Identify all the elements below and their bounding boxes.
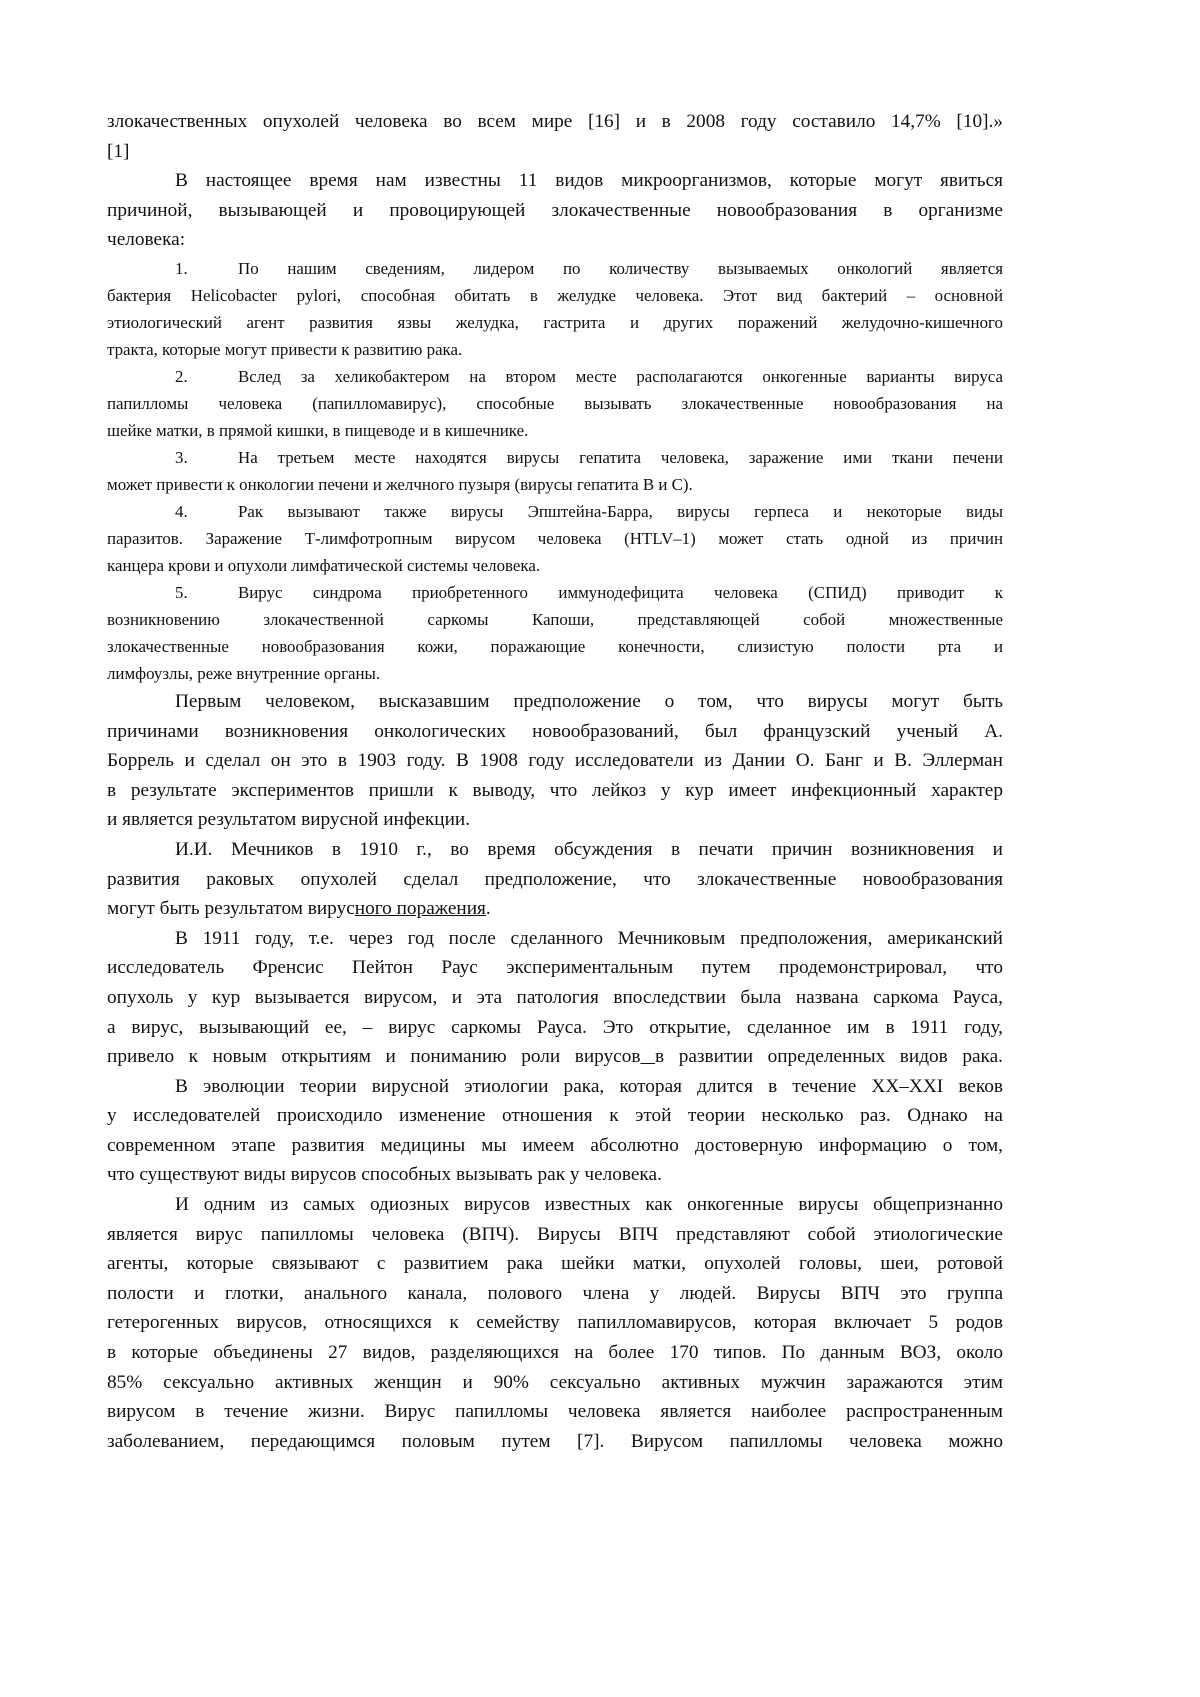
- text-line: [107, 363, 1003, 390]
- paragraph: [107, 1190, 1003, 1456]
- text-line: [107, 1131, 1003, 1161]
- text-segment: в развитии определенных видов рака.: [655, 1046, 1003, 1067]
- text-line: [107, 1249, 1003, 1279]
- text-segment: и является результатом вирусной инфекции.: [107, 809, 470, 830]
- list-number: 4.: [175, 498, 238, 525]
- text-segment: в результате экспериментов пришли к выводу, что лейкоз у кур имеет инфекционный характер: [107, 780, 1003, 801]
- text-line: [107, 746, 1003, 776]
- text-segment: что существуют виды вирусов способных вызывать рак у человека.: [107, 1164, 662, 1185]
- text-segment: Вирус синдрома приобретенного иммунодефицита человека (СПИД) приводит к: [238, 583, 1003, 602]
- paragraph: [107, 924, 1003, 1072]
- text-line: [107, 471, 1003, 498]
- text-line: [107, 1368, 1003, 1398]
- text-segment: паразитов. Заражение Т-лимфотропным вирусом человека (HTLV–1) может стать одной из причин: [107, 529, 1003, 548]
- text-line: [107, 717, 1003, 747]
- list-item: [107, 255, 1003, 363]
- text-segment: злокачественных опухолей человека во всем мире [16] и в 2008 году составило 14,7% [10].»: [107, 111, 1003, 132]
- text-line: [107, 835, 1003, 865]
- text-line: [107, 924, 1003, 954]
- text-segment: Рак вызывают также вирусы Эпштейна-Барра, вирусы герпеса и некоторые виды: [238, 502, 1003, 521]
- text-line: [107, 1220, 1003, 1250]
- text-line: [107, 865, 1003, 895]
- text-line: [107, 1427, 1003, 1457]
- text-line: [107, 390, 1003, 417]
- text-segment: 85% сексуально активных женщин и 90% сексуально активных мужчин заражаются этим: [107, 1372, 1003, 1393]
- text-line: [107, 282, 1003, 309]
- text-line: [107, 444, 1003, 471]
- text-segment: В эволюции теории вирусной этиологии рака, которая длится в течение XX–XXI веков: [175, 1076, 1003, 1097]
- text-line: [107, 552, 1003, 579]
- text-line: [107, 660, 1003, 687]
- text-segment: И одним из самых одиозных вирусов известных как онкогенные вирусы общепризнанно: [175, 1194, 1003, 1215]
- text-segment: В настоящее время нам известны 11 видов микроорганизмов, которые могут явиться: [175, 170, 1003, 191]
- underlined-text: ного поражения: [355, 898, 486, 919]
- text-line: [107, 983, 1003, 1013]
- list-number: 2.: [175, 363, 238, 390]
- text-line: [107, 953, 1003, 983]
- text-line: [107, 579, 1003, 606]
- text-segment: могут быть результатом вирус: [107, 898, 355, 919]
- text-segment: Вслед за хеликобактером на втором месте располагаются онкогенные варианты вируса: [238, 367, 1003, 386]
- list-number: 5.: [175, 579, 238, 606]
- text-segment: папилломы человека (папилломавирус), способные вызывать злокачественные новообразования на: [107, 394, 1003, 413]
- text-segment: у исследователей происходило изменение отношения к этой теории несколько раз. Однако на: [107, 1105, 1003, 1126]
- text-segment: может привести к онкологии печени и желчного пузыря (вирусы гепатита В и С).: [107, 475, 693, 494]
- text-segment: а вирус, вызывающий ее, – вирус саркомы Рауса. Это открытие, сделанное им в 1911 году,: [107, 1017, 1003, 1038]
- paragraph: [107, 835, 1003, 924]
- text-segment: канцера крови и опухоли лимфатической системы человека.: [107, 556, 540, 575]
- text-segment: современном этапе развития медицины мы имеем абсолютно достоверную информацию о том,: [107, 1135, 1003, 1156]
- text-line: [107, 1072, 1003, 1102]
- text-segment: Боррель и сделал он это в 1903 году. В 1908 году исследователи из Дании О. Банг и В. Эллерман: [107, 750, 1003, 771]
- text-line: [107, 1160, 1003, 1190]
- text-line: [107, 1101, 1003, 1131]
- text-line: [107, 525, 1003, 552]
- text-segment: вирусом в течение жизни. Вирус папилломы человека является наиболее распространенным: [107, 1401, 1003, 1422]
- text-segment: гетерогенных вирусов, относящихся к семейству папилломавирусов, которая включает 5 родов: [107, 1312, 1003, 1333]
- text-line: [107, 166, 1003, 196]
- paragraph: [107, 1072, 1003, 1190]
- text-line: [107, 1338, 1003, 1368]
- text-line: [107, 687, 1003, 717]
- text-line: [107, 1042, 1003, 1072]
- text-segment: бактерия Helicobacter pylori, способная обитать в желудке человека. Этот вид бактерий – основной: [107, 286, 1003, 305]
- text-line: [107, 894, 1003, 924]
- text-line: [107, 1308, 1003, 1338]
- text-segment: лимфоузлы, реже внутренние органы.: [107, 664, 380, 683]
- text-line: [107, 776, 1003, 806]
- list-number: 1.: [175, 255, 238, 282]
- text-segment: агенты, которые связывают с развитием рака шейки матки, опухолей головы, шеи, ротовой: [107, 1253, 1003, 1274]
- text-segment: исследователь Френсис Пейтон Раус экспериментальным путем продемонстрировал, что: [107, 957, 1003, 978]
- list-number: 3.: [175, 444, 238, 471]
- text-segment: является вирус папилломы человека (ВПЧ). Вирусы ВПЧ представляют собой этиологические: [107, 1224, 1003, 1245]
- text-segment: тракта, которые могут привести к развитию рака.: [107, 340, 462, 359]
- text-line: [107, 1279, 1003, 1309]
- text-segment: Первым человеком, высказавшим предположение о том, что вирусы могут быть: [175, 691, 1003, 712]
- text-line: [107, 137, 1003, 167]
- text-line: [107, 498, 1003, 525]
- text-line: [107, 225, 1003, 255]
- list-item: [107, 363, 1003, 444]
- text-segment: И.И. Мечников в 1910 г., во время обсуждения в печати причин возникновения и: [175, 839, 1003, 860]
- document-page: [107, 107, 1003, 1456]
- text-line: [107, 633, 1003, 660]
- text-line: [107, 107, 1003, 137]
- text-segment: привело к новым открытиям и пониманию роли вирусов: [107, 1046, 640, 1067]
- text-segment: шейке матки, в прямой кишки, в пищеводе и в кишечнике.: [107, 421, 528, 440]
- text-line: [107, 196, 1003, 226]
- text-segment: злокачественные новообразования кожи, поражающие конечности, слизистую полости рта и: [107, 637, 1003, 656]
- text-line: [107, 1397, 1003, 1427]
- text-segment: заболеванием, передающимся половым путем [7]. Вирусом папилломы человека можно: [107, 1431, 1003, 1452]
- text-segment: возникновению злокачественной саркомы Капоши, представляющей собой множественные: [107, 610, 1003, 629]
- text-segment: причинами возникновения онкологических новообразований, был французский ученый А.: [107, 721, 1003, 742]
- text-segment: полости и глотки, анального канала, полового члена у людей. Вирусы ВПЧ это группа: [107, 1283, 1003, 1304]
- text-segment: [1]: [107, 141, 129, 162]
- text-segment: причиной, вызывающей и провоцирующей злокачественные новообразования в организме: [107, 200, 1003, 221]
- text-segment: По нашим сведениям, лидером по количеству вызываемых онкологий является: [238, 259, 1003, 278]
- text-segment: На третьем месте находятся вирусы гепатита человека, заражение ими ткани печени: [238, 448, 1003, 467]
- text-line: [107, 336, 1003, 363]
- text-line: [107, 417, 1003, 444]
- list-item: [107, 444, 1003, 498]
- text-line: [107, 805, 1003, 835]
- text-segment: этиологический агент развития язвы желудка, гастрита и других поражений желудочно-кишечного: [107, 313, 1003, 332]
- text-segment: развития раковых опухолей сделал предположение, что злокачественные новообразования: [107, 869, 1003, 890]
- paragraph: [107, 687, 1003, 835]
- text-segment: В 1911 году, т.е. через год после сделанного Мечниковым предположения, американский: [175, 928, 1003, 949]
- text-segment: .: [486, 898, 491, 919]
- text-line: [107, 606, 1003, 633]
- list-item: [107, 498, 1003, 579]
- text-line: [107, 309, 1003, 336]
- list-item: [107, 579, 1003, 687]
- paragraph: [107, 166, 1003, 255]
- text-line: [107, 1190, 1003, 1220]
- text-line: [107, 1013, 1003, 1043]
- text-segment: опухоль у кур вызывается вирусом, и эта патология впоследствии была названа саркома Рауса,: [107, 987, 1003, 1008]
- underlined-text: [640, 1046, 655, 1067]
- text-segment: человека:: [107, 229, 185, 250]
- text-line: [107, 255, 1003, 282]
- text-segment: в которые объединены 27 видов, разделяющихся на более 170 типов. По данным ВОЗ, около: [107, 1342, 1003, 1363]
- paragraph: [107, 107, 1003, 166]
